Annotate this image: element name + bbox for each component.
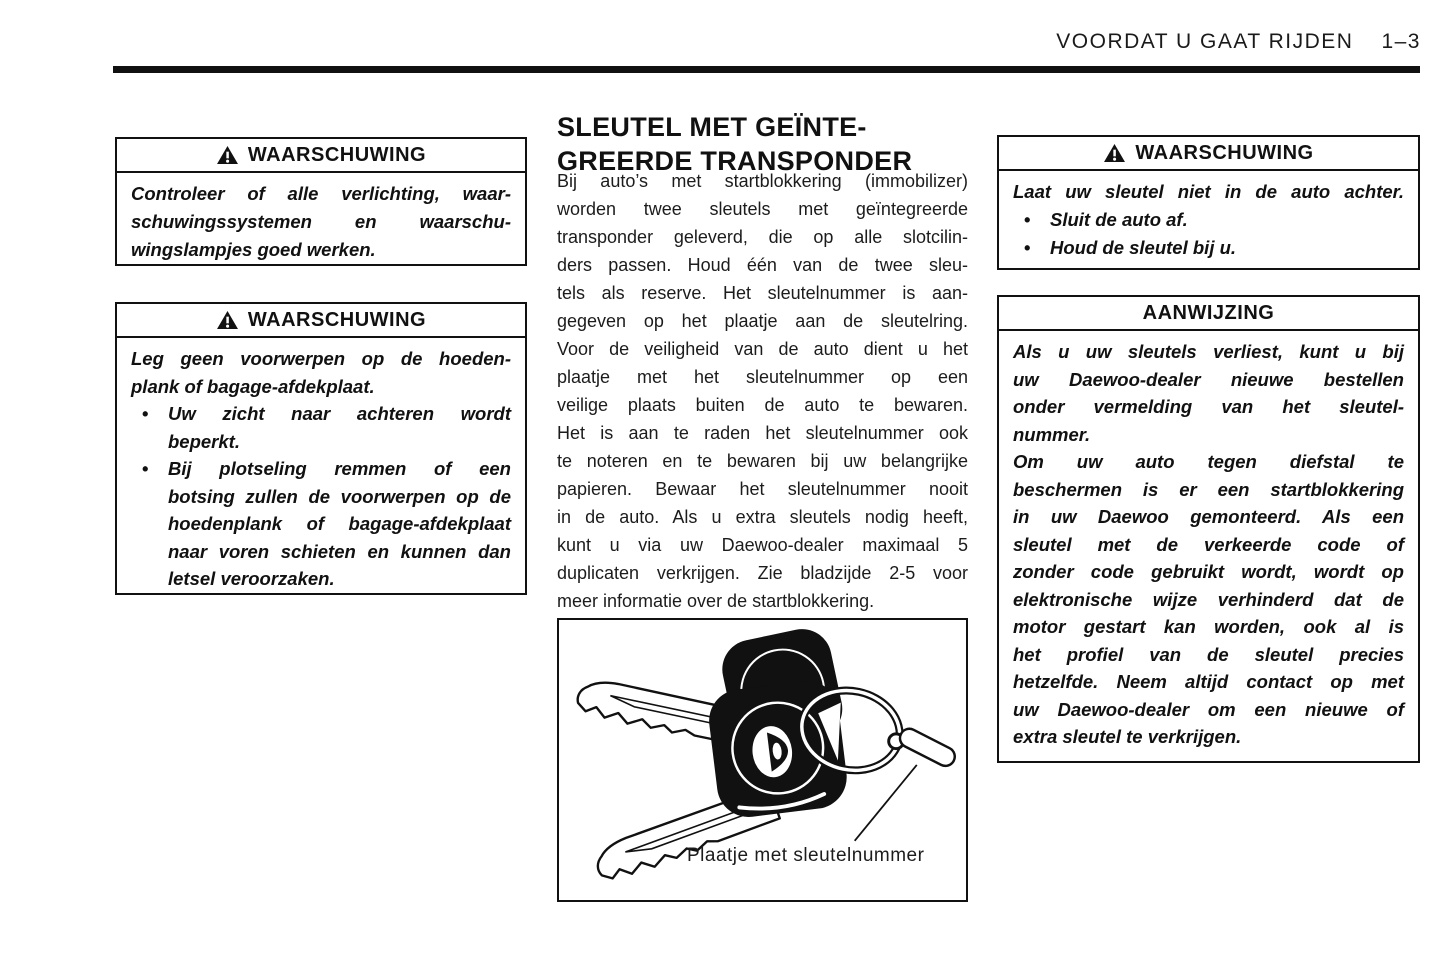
text-line: SLEUTEL MET GEÏNTE-	[557, 112, 867, 143]
text-line: worden twee sleutels met geïntegreerde	[557, 199, 968, 219]
page-header	[1056, 30, 1421, 54]
text-line: Controleer of alle verlichting, waar-	[131, 183, 511, 204]
text-line: schuwingssystemen en waarschu-	[131, 211, 511, 232]
text-line: te noteren en te bewaren bij uw belangrijke	[557, 451, 968, 471]
warning-box-lights	[115, 137, 527, 266]
warning-box-header	[117, 304, 525, 338]
text-line: veilige plaats buiten de auto te bewaren.	[557, 395, 968, 415]
text-line: Bij auto’s met startblokkering (immobilizer)	[557, 171, 968, 191]
text-line: GREERDE TRANSPONDER	[557, 146, 913, 177]
text-line: ders passen. Houd één van de twee sleu-	[557, 255, 968, 275]
text-line: hoedenplank of bagage-afdekplaat	[168, 513, 511, 534]
warning-box-header	[117, 139, 525, 173]
warning-box-header	[999, 137, 1418, 171]
text-line: plank of bagage-afdekplaat.	[131, 375, 375, 397]
figure-caption: Plaatje met sleutelnummer	[687, 845, 925, 866]
page-number: 1–3	[1381, 30, 1421, 53]
key-number-tag	[897, 726, 958, 770]
text-line: hetzelfde. Neem altijd contact op met	[1013, 671, 1404, 692]
text-line: sleutel met de verkeerde code of	[1013, 533, 1404, 555]
text-line: • Uw zicht naar achteren wordt	[131, 400, 511, 428]
text-line: botsing zullen de voorwerpen op de	[168, 485, 511, 507]
text-line: het profiel van de sleutel precies	[1013, 643, 1404, 665]
section-title: VOORDAT U GAAT RIJDEN	[1056, 30, 1354, 53]
warning-box-title: WAARSCHUWING	[247, 143, 427, 166]
text-line: meer informatie over de startblokkering.	[557, 591, 875, 611]
note-box-title: AANWIJZING	[1142, 301, 1275, 324]
text-line: uw Daewoo-dealer om een nieuwe of	[1013, 698, 1404, 720]
text-line: duplicaten verkrijgen. Zie bladzijde 2-5 voor	[557, 563, 968, 583]
text-line: plaatje met het sleutelnummer op een	[557, 367, 968, 387]
warning-triangle-icon	[216, 145, 239, 165]
warning-triangle-icon	[216, 310, 239, 330]
text-line: zonder code gebruikt wordt, wordt op	[1013, 561, 1404, 582]
note-box-header	[999, 297, 1418, 331]
front-key-fob	[705, 677, 853, 820]
text-line: kunt u via uw Daewoo-dealer maximaal 5	[557, 535, 968, 555]
text-line: Als u uw sleutels verliest, kunt u bij	[1013, 341, 1404, 362]
text-line: in de auto. Als u extra sleutels nodig heeft,	[557, 507, 968, 527]
text-line: Leg geen voorwerpen op de hoeden-	[131, 348, 511, 369]
text-line: beschermen is er een startblokkering	[1013, 478, 1404, 500]
text-line: • Bij plotseling remmen of een	[131, 455, 511, 483]
article-body	[557, 167, 968, 615]
text-line: Laat uw sleutel niet in de auto achter.	[1013, 181, 1404, 202]
text-line: extra sleutel te verkrijgen.	[1013, 726, 1242, 747]
text-line: transponder geleverd, die op alle slotcilin-	[557, 227, 968, 247]
note-box-body	[999, 331, 1418, 751]
text-line: letsel veroorzaken.	[168, 568, 335, 589]
text-line: Het is aan te raden het sleutelnummer ook	[557, 423, 968, 443]
warning-box-title: WAARSCHUWING	[247, 308, 427, 331]
text-line: wingslampjes goed werken.	[131, 239, 376, 260]
text-line: in uw Daewoo gemonteerd. Als een	[1013, 506, 1404, 527]
warning-box-body	[117, 338, 525, 593]
header-rule	[113, 66, 1420, 73]
warning-box-body	[999, 171, 1418, 262]
text-line: elektronische wijze verhinderd dat de	[1013, 588, 1404, 610]
warning-box-shelf	[115, 302, 527, 595]
note-box	[997, 295, 1420, 763]
text-line: Om uw auto tegen diefstal te	[1013, 451, 1404, 472]
caption-leader-line	[855, 765, 917, 841]
text-line: • Sluit de auto af.	[1013, 206, 1404, 234]
text-line: gegeven op het plaatje aan de sleutelring.	[557, 311, 968, 331]
keys-figure	[557, 618, 968, 902]
text-line: tels als reserve. Het sleutelnummer is aan-	[557, 283, 968, 303]
text-line: • Houd de sleutel bij u.	[1013, 234, 1404, 262]
text-line: beperkt.	[168, 430, 240, 452]
text-line: motor gestart kan worden, ook al is	[1013, 616, 1404, 637]
warning-box-body	[117, 173, 525, 264]
text-line: papieren. Bewaar het sleutelnummer nooit	[557, 479, 968, 499]
warning-box-key	[997, 135, 1420, 270]
text-line: onder vermelding van het sleutel-	[1013, 396, 1404, 417]
text-line: uw Daewoo-dealer nieuwe bestellen	[1013, 368, 1404, 390]
text-line: Voor de veiligheid van de auto dient u het	[557, 339, 968, 359]
warning-triangle-icon	[1103, 143, 1126, 163]
warning-box-title: WAARSCHUWING	[1135, 141, 1314, 164]
text-line: nummer.	[1013, 423, 1091, 445]
text-line: naar voren schieten en kunnen dan	[168, 540, 511, 562]
